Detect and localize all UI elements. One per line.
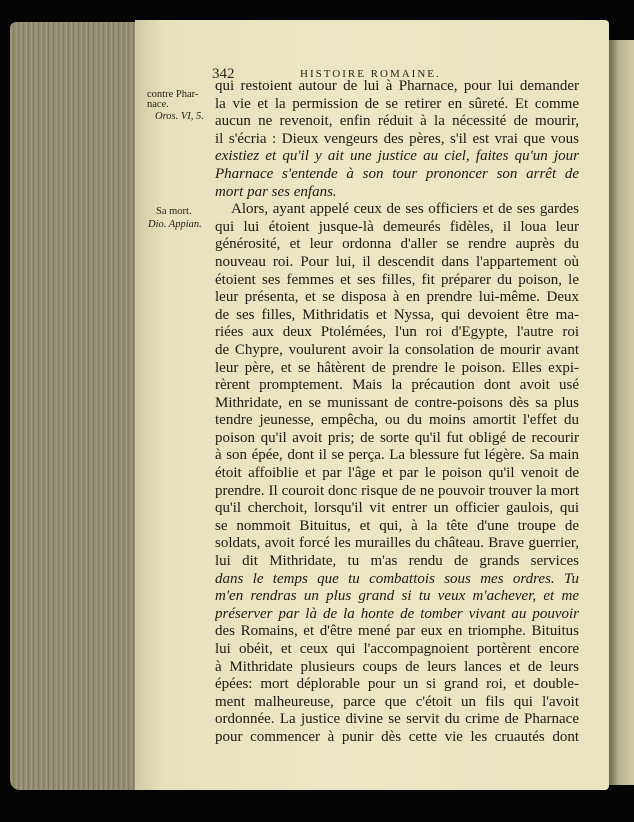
margin-note-1 <box>147 90 204 122</box>
text-line: riées aux deux Ptolémées, l'un roi d'Egypte, l'autre roi <box>215 324 579 341</box>
text-line: il s'écria : Dieux vengeurs des pères, s'il est vrai que vous <box>215 130 579 147</box>
page-number: 342 <box>212 66 235 82</box>
text-line: se nommoit Bituitus, et qui, à la tête d'une troupe de <box>215 517 579 534</box>
text-line: Mithridate, en se munissant de contre-poisons dès sa plus <box>215 394 579 411</box>
text-line: à Mithridate plusieurs coups de leurs lances et de leurs <box>215 658 579 675</box>
text-line: qui lui étoient jusque-là demeurés fidèles, il loua leur <box>215 218 579 235</box>
text-line: épées: mort déplorable pour un si grand roi, et double- <box>215 676 579 693</box>
text-line: lui dit Mithridate, tu m'as rendu de grands services <box>215 553 579 570</box>
text-line: qu'il cherchoit, lorsqu'il vit entrer un officier gaulois, qui <box>215 500 579 517</box>
margin-note-2-ref: Dio. Appian. <box>148 219 202 230</box>
text-line: des Romains, et d'être mené par eux en triomphe. Bituitus <box>215 623 579 640</box>
text-line: lui obéit, et ceux qui l'accompagnoient portèrent encore <box>215 641 579 657</box>
text-line: ordonnée. La justice divine se servit du crime de Pharnace <box>215 711 579 728</box>
margin-note-2 <box>148 206 202 230</box>
text-line: leur père, et se hâtèrent de prendre le poison. Elles expi- <box>215 359 579 376</box>
text-line: rèrent promptement. Mais la précaution dont avoit usé <box>215 377 579 394</box>
text-line: de ses filles, Mithridatis et Nyssa, qui devoient être ma- <box>215 306 579 323</box>
text-line: nouveau roi. Pour lui, il descendit dans l'appartement où <box>215 253 579 270</box>
text-line: la vie et la permission de se retirer en sûreté. Et comme <box>215 95 579 112</box>
text-line: pour commencer à punir dès cette vie les cruautés dont <box>215 728 579 745</box>
text-line: générosité, et leur ordonna d'aller se rendre auprès du <box>215 236 579 253</box>
text-line: à son épée, dont il se perça. La blessure fut légère. Sa main <box>215 447 579 464</box>
margin-note-2-line1: Sa mort. <box>156 206 192 217</box>
text-line: aucun ne revenoit, enfin réduit à la nécessité de mourir, <box>215 113 579 130</box>
running-title: HISTOIRE ROMAINE. <box>300 68 441 80</box>
text-line: Alors, ayant appelé ceux de ses officiers et de ses gardes <box>231 201 579 218</box>
text-line: mort par ses enfans. <box>215 183 337 200</box>
body-text <box>215 78 579 747</box>
text-line: étoient ses femmes et ses filles, fit préparer du poison, le <box>215 271 579 288</box>
text-line: m'en rendras un plus grand si tu veux m'achever, et me <box>215 588 579 605</box>
text-line: prendre. Il couroit donc risque de ne pouvoir trouver la mort <box>215 482 579 499</box>
text-line: de Chypre, voulurent avoir la consolation de mourir avant <box>215 341 579 358</box>
text-line: existiez et qu'il y ait une justice au ciel, faites qu'un jour <box>215 148 579 165</box>
text-line: poison qu'il avoit pris; de sorte qu'il fut obligé de recourir <box>215 429 579 446</box>
book-page-edges <box>10 22 142 790</box>
text-line: étoit affoiblie et par l'âge et par le poison qu'il venoit de <box>215 465 579 482</box>
text-line: tendre jeunesse, empêcha, ou du moins amortit l'effet du <box>215 412 579 429</box>
margin-note-1-ref: Oros. VI, 5. <box>155 111 204 122</box>
text-line: soldats, avoit forcé les murailles du château. Brave guerrier, <box>215 535 579 552</box>
text-line: ment malheureuse, parce que c'étoit un fils qui l'avoit <box>215 693 579 710</box>
text-line: dans le temps que tu combattois sous mes ordres. Tu <box>215 570 579 587</box>
margin-note-1-line2: nace. <box>147 99 169 110</box>
margin-note-1-line1: contre Phar- <box>147 89 199 100</box>
text-line: préserver par là de la honte de tomber vivant au pouvoir <box>215 605 579 622</box>
text-line: Pharnace s'entende à son tour prononcer son arrêt de <box>215 165 579 182</box>
text-line: qui restoient autour de lui à Pharnace, pour lui demander <box>215 78 579 94</box>
text-line: leur présenta, et se disposa à en prendre lui-même. Deux <box>215 289 579 306</box>
facing-page-edge <box>609 40 634 785</box>
